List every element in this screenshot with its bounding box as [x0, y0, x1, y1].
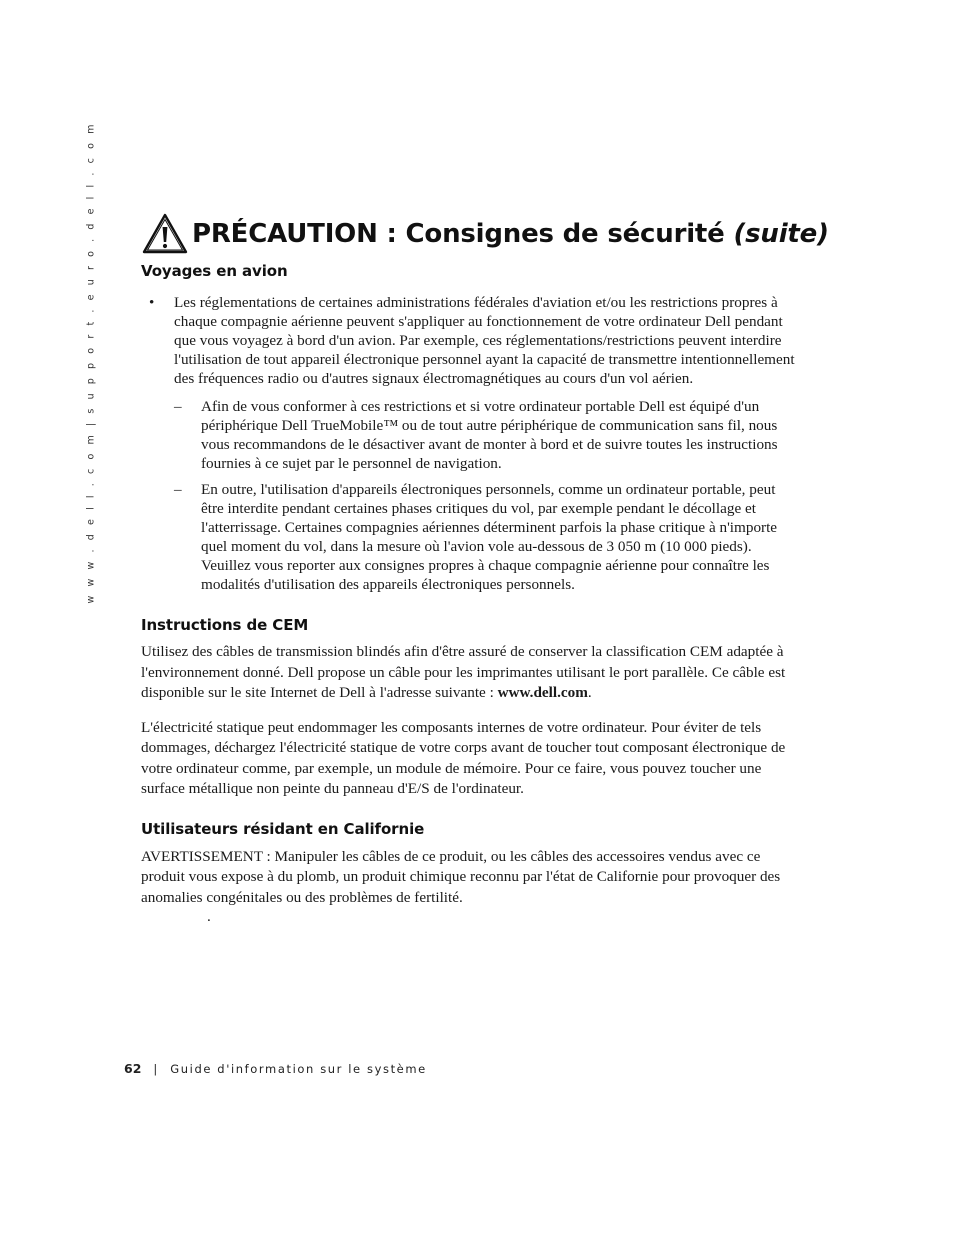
paragraph-end: .	[587, 684, 592, 701]
dell-url-link[interactable]: www.dell.com	[497, 684, 588, 701]
page-title-main: PRÉCAUTION : Consignes de sécurité	[192, 219, 734, 249]
dash-mark: –	[174, 481, 182, 498]
sub-item-text: En outre, l'utilisation d'appareils électroniques personnels, comme un ordinateur portable, peut être interdite pendant certaines phases critiques du vol, par exemple pendant le décollage et l'atterrissage. Certaines compagnies aériennes déterminent parfois la phase critique à n'importe quel moment du vol, dans la mesure où l'avion vole au-dessous de 3 050 m (10 000 pieds). Veuillez vous reporter aux consignes propres à chaque compagnie aérienne pour connaître les modalités d'utilisation des appareils électroniques personnels.	[201, 481, 778, 593]
footer-separator: |	[153, 1061, 158, 1076]
section-heading-voyages: Voyages en avion	[141, 262, 288, 280]
guide-title: Guide d'information sur le système	[170, 1061, 427, 1076]
paragraph-warning	[141, 847, 801, 909]
main-content	[141, 262, 801, 925]
bullet-item	[141, 293, 801, 388]
page-header	[142, 213, 829, 255]
warning-text: Manipuler les câbles de ce produit, ou les câbles des accessoires vendus avec ce produit vous expose à du plomb, un produit chimique reconnu par l'état de Californie pour provoquer des anomalies congénitales ou des problèmes de fertilité.	[141, 847, 781, 906]
sub-item	[141, 480, 801, 594]
section-heading-cem: Instructions de CEM	[141, 616, 309, 634]
warning-triangle-icon	[142, 213, 188, 255]
dash-mark: –	[174, 398, 182, 415]
paragraph-static: L'électricité statique peut endommager les composants internes de votre ordinateur. Pour éviter de tels dommages, déchargez l'électricité statique de votre corps avant de toucher tout composant électronique de votre ordinateur comme, par exemple, un module de mémoire. Pour ce faire, vous pouvez toucher une surface métallique non peinte du panneau d'E/S de l'ordinateur.	[141, 718, 786, 797]
page-title-suite: (suite)	[733, 219, 829, 249]
page-number: 62	[124, 1061, 142, 1076]
bullet-text: Les réglementations de certaines administrations fédérales d'aviation et/ou les restrictions propres à chaque compagnie aérienne peuvent s'appliquer au fonctionnement de votre ordinateur Dell pendant que vous voyagez à bord d'un avion. Par exemple, ces réglementations/restrictions peuvent interdire l'utilisation de tout appareil électronique personnel ayant la capacité de transmettre intentionnellement des fréquences radio ou d'autres signaux électromagnétiques au cours d'un vol aérien.	[174, 294, 795, 387]
trailing-dot: .	[207, 908, 211, 925]
section-heading-californie: Utilisateurs résidant en Californie	[141, 819, 425, 838]
page-footer	[124, 1061, 427, 1076]
paragraph-cem-cables	[141, 642, 801, 704]
side-url-label: w w w . d e l l . c o m | s u p p o r t . e u r o . d e l l . c o m	[85, 121, 97, 603]
paragraph-text: Utilisez des câbles de transmission blindés afin d'être assuré de conserver la classification CEM adaptée à l'environnement donné. Dell propose un câble pour les imprimantes utilisant le port parallèle. Ce câble est disponible sur le site Internet de Dell à l'adresse suivante :	[141, 643, 786, 701]
bullet-mark: •	[149, 294, 155, 311]
page-title	[192, 219, 829, 249]
side-url-text	[84, 121, 98, 603]
sub-item	[141, 397, 801, 473]
sub-item-text: Afin de vous conformer à ces restrictions et si votre ordinateur portable Dell est équipé d'un périphérique Dell TrueMobile™ ou de tout autre périphérique de communication sans fil, nous vous recommandons de le désactiver avant de monter à bord et de suivre toutes les instructions fournies à ce sujet par le personnel de navigation.	[201, 398, 778, 472]
warning-label: AVERTISSEMENT :	[141, 847, 271, 865]
